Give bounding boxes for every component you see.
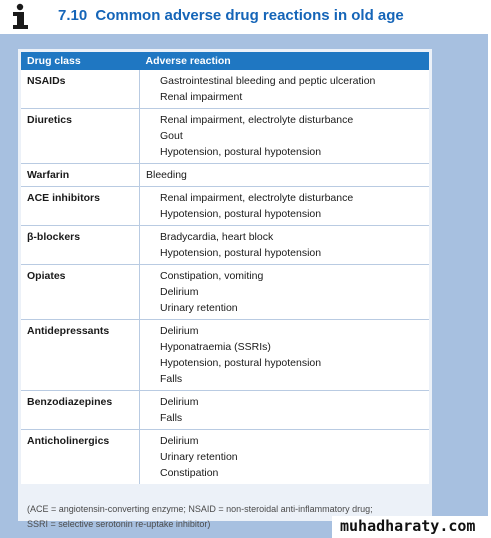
- adverse-reaction-item: Gout: [160, 130, 183, 142]
- column-header-drug-class: Drug class: [21, 52, 140, 70]
- adverse-reaction-item: Hyponatraemia (SSRIs): [160, 341, 271, 353]
- adverse-reaction-item: Constipation, vomiting: [160, 270, 264, 282]
- table-header-row: [21, 52, 429, 70]
- drug-class-cell: Opiates: [21, 265, 140, 320]
- adverse-reaction-cell: [140, 265, 430, 320]
- adverse-reaction-cell: [140, 391, 430, 430]
- adverse-reactions-table: [21, 52, 429, 484]
- table-row: [21, 320, 429, 391]
- watermark: [332, 516, 491, 538]
- box-number: 7.10: [58, 7, 88, 24]
- table-body: [21, 70, 429, 484]
- box-title: [58, 7, 404, 24]
- adverse-reaction-item: Hypotension, postural hypotension: [160, 247, 322, 259]
- table-row: [21, 187, 429, 226]
- table-card: [18, 49, 432, 529]
- adverse-reaction-item: Constipation: [160, 467, 219, 479]
- box-header: [0, 0, 491, 34]
- drug-class-cell: Diuretics: [21, 109, 140, 164]
- adverse-reaction-cell: [140, 70, 430, 109]
- drug-class-cell: Warfarin: [21, 164, 140, 187]
- adverse-reaction-item: Bleeding: [146, 169, 187, 181]
- watermark-text: muhadharaty.com: [340, 517, 476, 535]
- adverse-reaction-item: Hypotension, postural hypotension: [160, 146, 322, 158]
- adverse-reaction-item: Bradycardia, heart block: [160, 231, 274, 243]
- drug-class-cell: Benzodiazepines: [21, 391, 140, 430]
- adverse-reaction-item: Urinary retention: [160, 302, 238, 314]
- adverse-reaction-item: Hypotension, postural hypotension: [160, 208, 322, 220]
- adverse-reaction-cell: [140, 109, 430, 164]
- adverse-reaction-item: Delirium: [160, 396, 199, 408]
- adverse-reaction-cell: [140, 430, 430, 485]
- adverse-reaction-item: Renal impairment, electrolyte disturbance: [160, 114, 354, 126]
- box-title-text: Common adverse drug reactions in old age: [95, 7, 404, 24]
- adverse-reaction-cell: [140, 164, 430, 187]
- adverse-reaction-item: Gastrointestinal bleeding and peptic ulceration: [160, 75, 376, 87]
- drug-class-cell: Anticholinergics: [21, 430, 140, 485]
- footnote-line: SSRI = selective serotonin re-uptake inhibitor): [27, 519, 211, 529]
- adverse-reaction-item: Falls: [160, 412, 183, 424]
- table-row: [21, 391, 429, 430]
- adverse-reaction-item: Delirium: [160, 325, 199, 337]
- drug-class-cell: β-blockers: [21, 226, 140, 265]
- table-row: [21, 70, 429, 109]
- drug-class-cell: NSAIDs: [21, 70, 140, 109]
- adverse-reaction-item: Hypotension, postural hypotension: [160, 357, 322, 369]
- adverse-reaction-item: Renal impairment: [160, 91, 243, 103]
- table-row: [21, 430, 429, 485]
- table-row: [21, 265, 429, 320]
- adverse-reaction-item: Delirium: [160, 435, 199, 447]
- footnote-line: (ACE = angiotensin-converting enzyme; NSAID = non-steroidal anti-inflammatory drug;: [27, 504, 373, 514]
- drug-class-cell: Antidepressants: [21, 320, 140, 391]
- info-icon: [6, 3, 36, 31]
- adverse-reaction-cell: [140, 187, 430, 226]
- table-row: [21, 164, 429, 187]
- drug-class-cell: ACE inhibitors: [21, 187, 140, 226]
- adverse-reaction-item: Urinary retention: [160, 451, 238, 463]
- adverse-reaction-cell: [140, 320, 430, 391]
- box-panel: [0, 34, 488, 538]
- adverse-reaction-item: Delirium: [160, 286, 199, 298]
- table-row: [21, 109, 429, 164]
- adverse-reaction-item: Renal impairment, electrolyte disturbance: [160, 192, 354, 204]
- column-header-adverse-reaction: Adverse reaction: [140, 52, 430, 70]
- adverse-reaction-cell: [140, 226, 430, 265]
- table-row: [21, 226, 429, 265]
- adverse-reaction-item: Falls: [160, 373, 183, 385]
